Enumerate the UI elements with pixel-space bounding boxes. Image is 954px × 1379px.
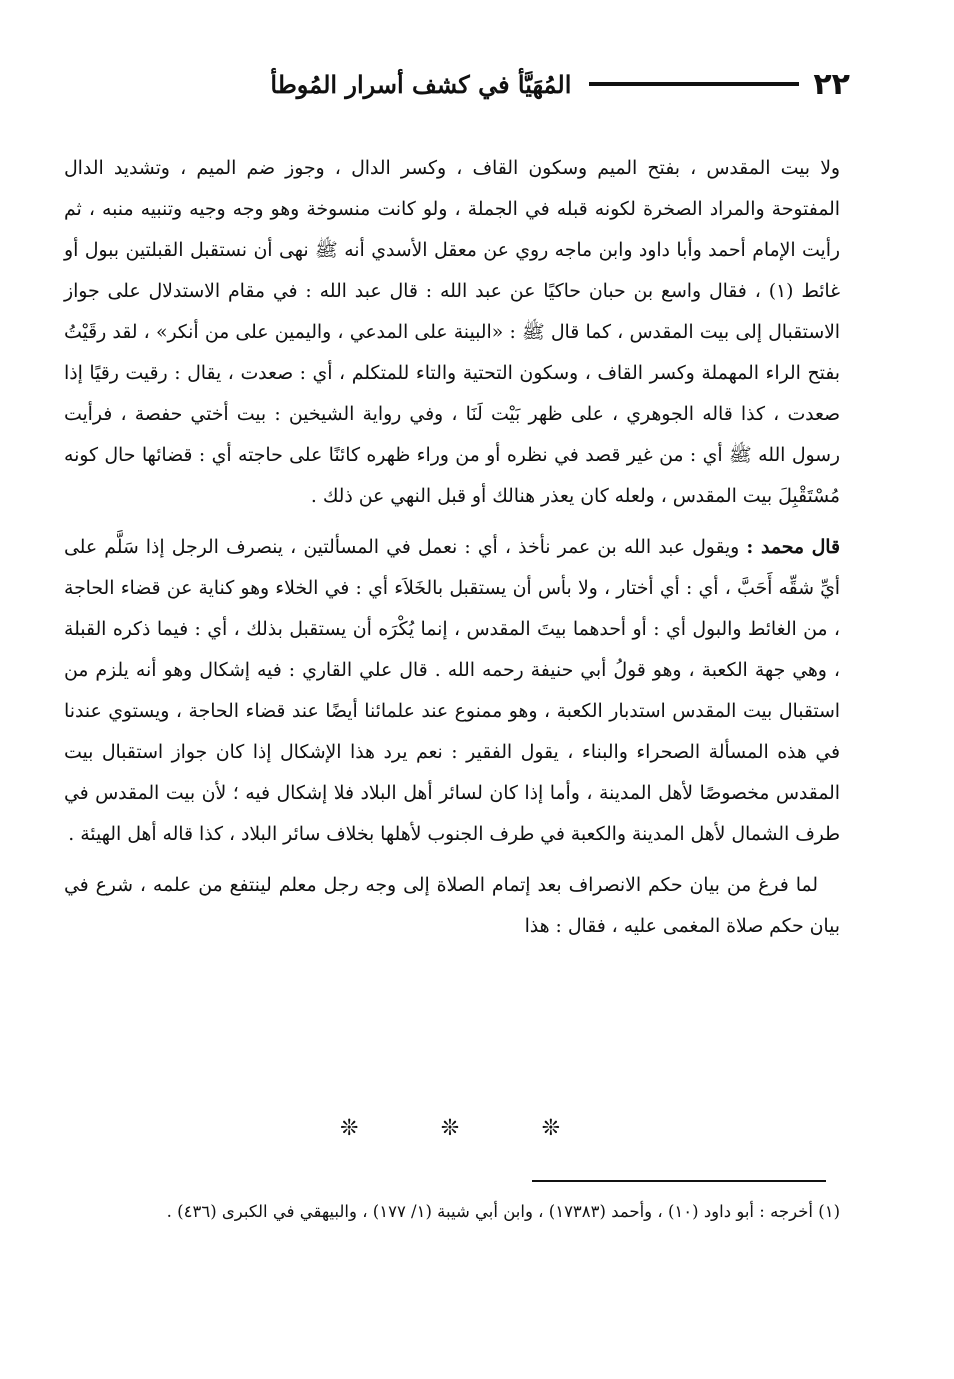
header-rule	[589, 82, 799, 86]
paragraph	[64, 527, 840, 855]
paragraph-lead: قال محمد :	[746, 536, 840, 558]
paragraph	[64, 865, 840, 947]
star-ornament-icon: ❊	[541, 1116, 560, 1141]
paragraph-text: ويقول عبد الله بن عمر نأخذ ، أي : نعمل في المسألتين ، ينصرف الرجل إذا سَلَّم على أيِّ شقِّه أَحَبَّ ، أي : أي أختار ، ولا بأس أن يستقبل بالخَلاَء أي : في الخلاء وهو كناية عن قضاء الحاجة ، من الغائط والبول أي : أو أحدهما بيتَ المقدس ، إنما يُكْرَه أن يستقبل بذلك ، أي : فيما ذكره القبلة ، وهي جهة الكعبة ، وهو قولُ أبي حنيفة رحمه الله . قال علي القاري : فيه إشكال وهو أنه يلزم من استقبال بيت المقدس استدبار الكعبة ، وهو ممنوع عند علمائنا أيضًا عند قضاء الحاجة ، ويستوي عندنا في هذه المسألة الصحراء والبناء ، يقول الفقير : نعم يرد هذا الإشكال إذا كان جواز استقبال بيت المقدس مخصوصًا لأهل المدينة ، وأما إذا كان لسائر أهل البلاد فلا إشكال فيه ؛ لأن بيت المقدس في طرف الشمال لأهل المدينة والكعبة في طرف الجنوب لأهلها بخلاف سائر البلاد ، كذا قاله أهل الهيئة .	[64, 537, 840, 845]
main-text	[64, 148, 840, 947]
star-ornament-icon: ❊	[440, 1116, 460, 1141]
book-title: المُهَيَّأ في كشف أسرار المُوطأ	[270, 69, 572, 99]
footnote-rule	[532, 1180, 826, 1182]
paragraph-text: ولا بيت المقدس ، بفتح الميم وسكون القاف ، وكسر الدال ، وجوز ضم الميم ، وتشديد الدال المفتوحة والمراد الصخرة لكونه قبله في الجملة ، ولو كانت منسوخة وهو وجه وجيه وتنبيه منبه ، ثم رأيت الإمام أحمد وأبا داود وابن ماجه روي عن معقل الأسدي أنه ﷺ نهى أن نستقبل القبلتين ببول أو غائط (١) ، فقال واسع بن حبان حاكيًا عن عبد الله : قال عبد الله : في مقام الاستدلال على جواز الاستقبال إلى بيت المقدس ، كما قال ﷺ : «البينة على المدعي ، واليمين على من أنكر» ، لقد رقَيْتُ بفتح الراء المهملة وكسر القاف ، وسكون التحتية والتاء للمتكلم ، أي : صعدت ، يقال : رقيت رقيًا إذا صعدت ، كذا قاله الجوهري ، على ظهر بَيْت لَنَا ، وفي رواية الشيخين : بيت أختي حفصة ، فرأيت رسول الله ﷺ أي : من غير قصد في نظره أو من وراء ظهره كائنًا على حاجته أي : قضائها حال كونه مُسْتَقْبِلَ بيت المقدس ، ولعله كان يعذر هنالك أو قبل النهي عن ذلك .	[64, 158, 840, 507]
paragraph	[64, 148, 840, 517]
page-header	[60, 62, 850, 106]
paragraph-text: لما فرغ من بيان حكم الانصراف بعد إتمام الصلاة إلى وجه رجل معلم لينتفع من علمه ، شرع في بيان حكم صلاة المغمى عليه ، فقال : هذا	[64, 875, 840, 937]
footnote: (١) أخرجه : أبو داود (١٠) ، وأحمد (١٧٣٨٣) ، وابن أبي شيبة (١/ ١٧٧) ، والبيهقي في الكبرى (٤٣٦) .	[166, 1202, 840, 1221]
star-ornament-icon: ❊	[340, 1116, 359, 1141]
section-separator	[340, 1116, 560, 1141]
page-number: ٢٢	[813, 66, 850, 102]
